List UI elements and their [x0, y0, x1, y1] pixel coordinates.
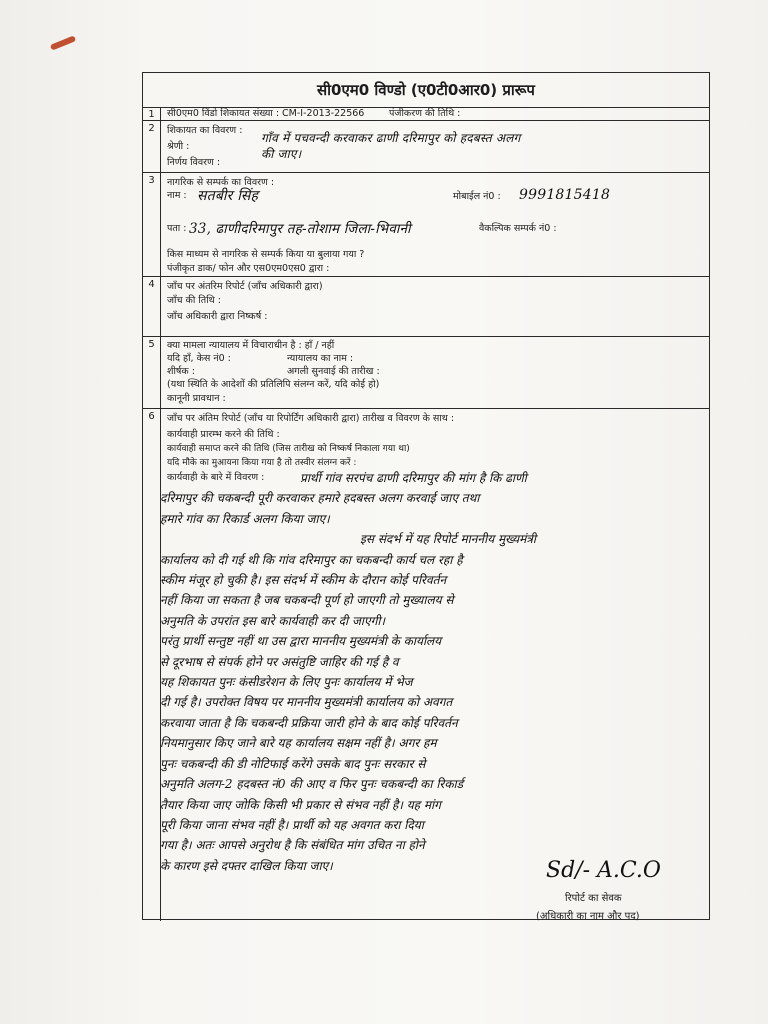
next-hearing-label: अगली सुनवाई की तारीख : — [287, 366, 380, 377]
handwritten-line: तैयार किया जाए जोकि किसी भी प्रकार से संभव नहीं है। यह मांग — [160, 797, 441, 812]
signature-caption: रिपोर्ट का सेवक — [565, 893, 622, 904]
action-details-label: कार्यवाही के बारे में विवरण : — [167, 472, 265, 483]
handwritten-line: कार्यालय को दी गई थी कि गांव दरिमापुर का चकबन्दी कार्य चल रहा है — [160, 552, 463, 567]
citizen-name: सतबीर सिंह — [197, 188, 259, 204]
category-label: श्रेणी : — [167, 141, 190, 152]
section-number: 4 — [143, 277, 161, 336]
handwritten-line: के कारण इसे दफ्तर दाखिल किया जाए। — [160, 858, 333, 873]
signature-subcaption: (अधिकारी का नाम और पद) — [536, 911, 640, 922]
handwritten-line: से दूरभाष से संपर्क होने पर असंतुष्टि जाहिर की गई है व — [160, 654, 399, 669]
complaint-details-label: शिकायत का विवरण : — [167, 125, 243, 136]
address-label: पता : — [167, 223, 187, 234]
order-copy-label: (यथा स्थिति के आदेशों की प्रतिलिपि संलग्न करें, यदि कोई हो) — [167, 379, 380, 390]
court-name-label: न्यायालय का नाम : — [287, 353, 354, 364]
section-1 — [143, 107, 709, 121]
handwritten-line: गया है। अतः आपसे अनुरोध है कि संबंधित मांग उचित ना होने — [160, 838, 425, 853]
complaint-number-label: सी0एम0 विंडो शिकायत संख्या : CM-I-2013-22566 — [167, 108, 365, 119]
mobile-number: 9991815418 — [519, 187, 611, 203]
legal-provision-label: कानूनी प्रावधान : — [167, 393, 226, 404]
handwritten-line: अनुमति के उपरांत इस बारे कार्यवाही कर दी जाएगी। — [160, 613, 386, 628]
handwritten-line: नियमानुसार किए जाने बारे यह कार्यालय सक्षम नहीं है। अगर हम — [160, 736, 437, 751]
officer-finding-label: जाँच अधिकारी द्वारा निष्कर्ष : — [167, 311, 268, 322]
case-title-label: शीर्षक : — [167, 366, 195, 377]
handwritten-line: हमारे गांव का रिकार्ड अलग किया जाए। — [160, 511, 330, 526]
section-4 — [143, 277, 709, 337]
action-start-label: कार्यवाही प्रारम्भ करने की तिथि : — [167, 429, 280, 440]
form-title: सी0एम0 विण्डो (ए0टी0आर0) प्रारूप — [143, 73, 709, 108]
final-report-label: जाँच पर अंतिम रिपोर्ट (जाँच या रिपोर्टिंग अधिकारी द्वारा) तारीख व विवरण के साथ : — [167, 413, 455, 424]
citizen-address: 33, ढाणीदरिमापुर तह-तोशाम जिला-भिवानी — [189, 221, 411, 237]
case-number-label: यदि हाँ, केस नं0 : — [167, 353, 231, 364]
complaint-text-line2: की जाए। — [261, 147, 302, 161]
handwritten-line: इस संदर्भ में यह रिपोर्ट माननीय मुख्यमंत्री — [360, 532, 537, 547]
pen-mark — [50, 35, 76, 50]
handwritten-line: दी गई है। उपरोक्त विषय पर माननीय मुख्यमंत्री कार्यालय को अवगत — [160, 695, 453, 710]
decision-details-label: निर्णय विवरण : — [167, 157, 221, 168]
officer-signature: Sd/- A.C.O — [546, 858, 661, 883]
registration-date-label: पंजीकरण की तिथि : — [389, 108, 461, 119]
section-3 — [143, 173, 709, 277]
court-pending-label: क्या मामला न्यायालय में विचाराधीन है : हाँ / नहीं — [167, 340, 335, 351]
handwritten-line: करवाया जाता है कि चकबन्दी प्रक्रिया जारी होने के बाद कोई परिवर्तन — [160, 715, 458, 730]
section-number: 5 — [143, 337, 161, 408]
contact-medium-label: किस माध्यम से नागरिक से सम्पर्क किया या बुलाया गया ? — [167, 249, 365, 260]
section-number: 3 — [143, 173, 161, 276]
handwritten-line: स्कीम मंजूर हो चुकी है। इस संदर्भ में स्कीम के दौरान कोई परिवर्तन — [160, 573, 447, 588]
handwritten-line: यह शिकायत पुनः कंसीडरेशन के लिए पुनः कार्यालय में भेज — [160, 675, 413, 690]
name-label: नाम : — [167, 190, 187, 201]
section-number: 6 — [143, 409, 161, 921]
section-5 — [143, 337, 709, 409]
section-2 — [143, 121, 709, 173]
handwritten-line: परंतु प्रार्थी सन्तुष्ट नहीं था उस द्वारा माननीय मुख्यमंत्री के कार्यालय — [160, 634, 442, 649]
interim-report-label: जाँच पर अंतरिम रिपोर्ट (जाँच अधिकारी द्वारा) — [167, 281, 323, 292]
action-end-label: कार्यवाही समाप्त करने की तिथि (जिस तारीख को निष्कर्ष निकाला गया था) — [167, 444, 410, 454]
handwritten-line: प्रार्थी गांव सरपंच ढाणी दरिमापुर की मांग है कि ढाणी — [300, 471, 527, 485]
inquiry-date-label: जाँच की तिथि : — [167, 295, 221, 306]
handwritten-line: दरिमापुर की चकबन्दी पूरी करवाकर हमारे हदबस्त अलग करवाई जाए तथा — [160, 491, 480, 506]
alt-contact-label: वैकल्पिक सम्पर्क नं0 : — [479, 223, 557, 234]
mobile-label: मोबाईल नं0 : — [453, 191, 501, 202]
section-number: 1 — [143, 107, 161, 120]
final-report-handwriting — [160, 468, 716, 876]
registered-post-label: पंजीकृत डाक/ फोन और एस0एम0एस0 द्वारा : — [167, 263, 330, 274]
handwritten-line: पूरी किया जाना संभव नहीं है। प्रार्थी को यह अवगत करा दिया — [160, 817, 424, 832]
handwritten-line: नहीं किया जा सकता है जब चकबन्दी पूर्ण हो जाएगी तो मुख्यालय से — [160, 593, 454, 608]
section-number: 2 — [143, 121, 161, 172]
site-inspection-label: यदि मौके का मुआयना किया गया है तो तस्वीर संलग्न करें : — [167, 458, 357, 468]
handwritten-line: अनुमति अलग-2 हदबस्त नं0 की आए व फिर पुनः चकबन्दी का रिकार्ड — [160, 777, 464, 792]
complaint-text-line1: गाँव में पचवन्दी करवाकर ढाणी दरिमापुर को हदबस्त अलग — [261, 131, 521, 145]
handwritten-line: पुनः चकबन्दी की डी नोटिफाई करेंगे उसके बाद पुनः सरकार से — [160, 756, 426, 771]
contact-details-label: नागरिक से सम्पर्क का विवरण : — [167, 177, 275, 188]
